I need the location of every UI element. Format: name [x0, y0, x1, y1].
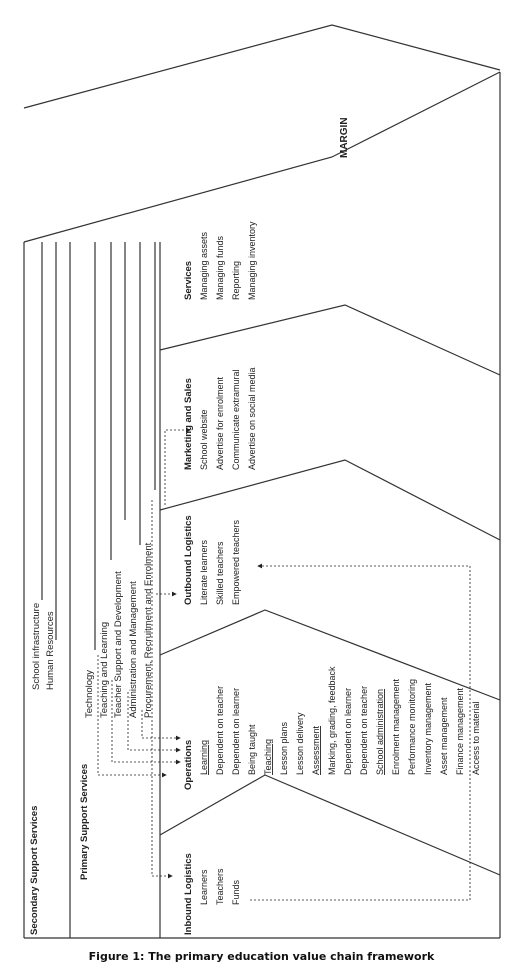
stage-item: Dependent on learner [231, 687, 241, 775]
secondary-item-hr: Human Resources [45, 611, 56, 690]
stage-item: Enrolment management [391, 678, 401, 775]
primary-item-admin: Administration and Management [128, 581, 139, 718]
margin-chevron-outer [24, 25, 500, 108]
stage-item: Dependent on teacher [215, 685, 225, 775]
primary-heading: Primary Support Services [79, 763, 90, 880]
secondary-heading: Secondary Support Services [29, 805, 40, 935]
stage-item: Lesson delivery [295, 712, 305, 775]
stage-chevron-1 [160, 775, 500, 875]
stage-title-marketing: Marketing and Sales [183, 378, 194, 470]
stage-item: Skilled teachers [215, 541, 225, 605]
stage-chevron-3 [160, 460, 500, 540]
connector-procurement-inbound [152, 500, 172, 876]
stage-item: Learners [199, 869, 209, 905]
stage-item: Managing assets [199, 231, 209, 300]
stage-title-services: Services [183, 260, 194, 300]
stage-item: Access to material [471, 701, 481, 775]
stage-item: Asset management [439, 697, 449, 775]
stage-item: Funds [231, 879, 241, 905]
stage-item: Empowered teachers [231, 519, 241, 605]
margin-chevron-inner [24, 72, 500, 242]
stage-item: Assessment [311, 725, 321, 775]
stage-item: Advertise for enrolment [215, 376, 225, 470]
stage-item: Marking, grading, feedback [327, 666, 337, 775]
stage-item: School website [199, 409, 209, 470]
stage-item: Communicate extramural [231, 369, 241, 470]
secondary-item-infrastructure: School infrastructure [31, 602, 42, 690]
stage-title-operations: Operations [183, 739, 194, 790]
stage-item: Teaching [263, 738, 273, 775]
stage-item: Managing inventory [247, 221, 257, 300]
stage-item: Literate learners [199, 539, 209, 605]
frame-lines [24, 25, 500, 938]
stage-item: Learning [199, 739, 209, 775]
stage-item: Finance management [455, 687, 465, 775]
stage-item: Dependent on learner [343, 687, 353, 775]
stage-item: Reporting [231, 260, 241, 300]
stage-item: School administration [375, 688, 385, 775]
stage-chevron-4 [160, 305, 500, 375]
stage-item: Performance monitoring [407, 678, 417, 775]
primary-item-procurement: Procurement, Recruitment and Enrolment [143, 542, 154, 718]
primary-item-teaching: Teaching and Learning [99, 621, 110, 718]
stage-item: Managing funds [215, 235, 225, 300]
margin-label: MARGIN [339, 117, 350, 158]
stage-item: Advertise on social media [247, 367, 257, 470]
figure-caption: Figure 1: The primary education value chain framework [88, 950, 435, 963]
stage-title-outbound: Outbound Logistics [183, 515, 194, 605]
stage-title-inbound: Inbound Logistics [183, 853, 194, 935]
primary-item-support: Teacher Support and Development [113, 571, 124, 718]
stage-item: Lesson plans [279, 721, 289, 775]
stage-item: Teachers [215, 868, 225, 905]
stage-item: Inventory management [423, 682, 433, 775]
stage-item: Being taught [247, 724, 257, 775]
stage-item: Dependent on teacher [359, 685, 369, 775]
primary-item-technology: Technology [84, 669, 95, 718]
